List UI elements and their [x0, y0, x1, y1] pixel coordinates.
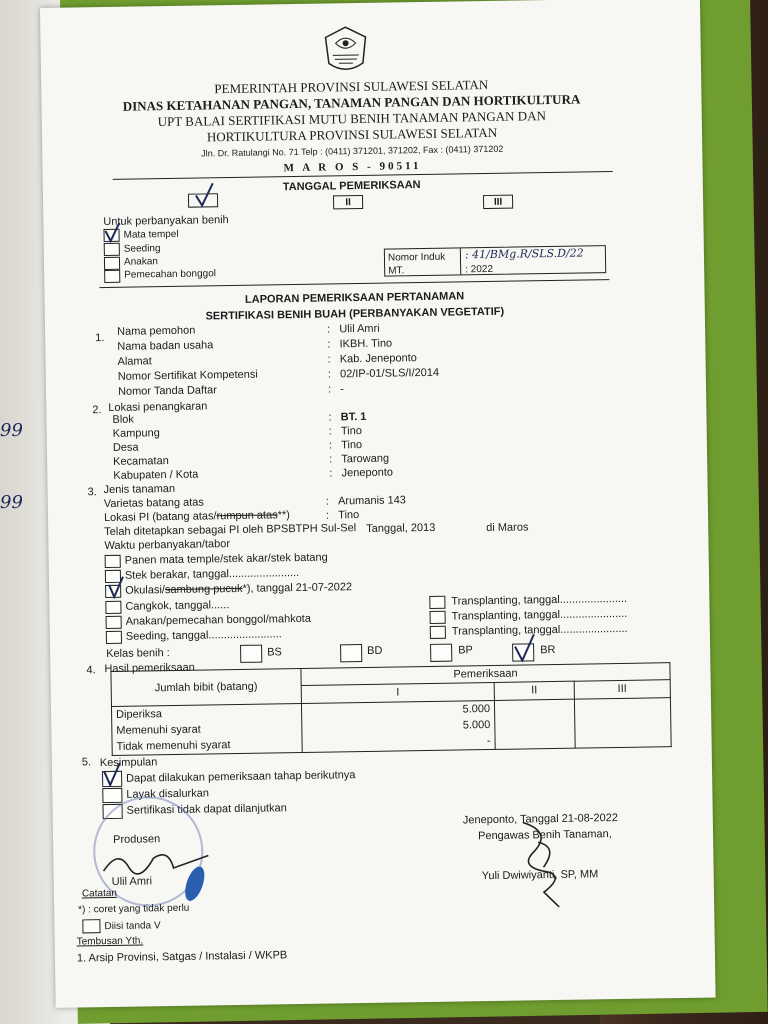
- checkbox-kelas-bd[interactable]: [340, 644, 362, 662]
- applicant-field-text: Ulil Amri: [339, 322, 380, 336]
- results-table: [110, 662, 671, 756]
- lokasi-label-b: **): [277, 509, 290, 522]
- varietas-label: Varietas batang atas: [103, 496, 204, 511]
- applicant-field-value: [328, 366, 440, 382]
- certificate-document: [40, 0, 716, 1008]
- row-memenuhi-v1: 5.000: [302, 717, 495, 736]
- option-seeding: Seeding: [123, 243, 161, 255]
- applicant-field-text: IKBH. Tino: [339, 337, 393, 351]
- applicant-field-colon: :: [327, 338, 340, 351]
- checkbox-kelas-bs[interactable]: [240, 645, 262, 663]
- option-pemecahan-bonggol: Pemecahan bonggol: [124, 268, 217, 281]
- dapat-dilakukan-check-icon: [102, 761, 122, 787]
- phase-1-check-icon: [193, 181, 217, 209]
- lokasi-text: Tino: [338, 509, 360, 522]
- option-transplanting-1: Transplanting, tanggal......................: [451, 592, 628, 608]
- mata-tempel-check-icon: [103, 221, 121, 243]
- applicant-field-label: Nama pemohon: [117, 324, 196, 338]
- row-label-tidak: Tidak memenuhi syarat: [112, 736, 302, 756]
- option-seeding-tanggal: Seeding, tanggal........................: [125, 628, 282, 643]
- checkbox-transplanting-3[interactable]: [430, 626, 446, 639]
- applicant-field-label: Alamat: [117, 355, 152, 368]
- checkbox-anakan[interactable]: [104, 257, 120, 270]
- mt-label: MT.: [388, 265, 405, 277]
- phase-box-2[interactable]: [333, 195, 363, 209]
- option-stek: Stek berakar, tanggal.......................: [124, 566, 300, 582]
- header-upt: [102, 107, 602, 147]
- mt-value: : 2022: [465, 263, 494, 276]
- kelas-br: BR: [540, 643, 556, 657]
- option-tidak-dilanjutkan: Sertifikasi tidak dapat dilanjutkan: [126, 802, 287, 817]
- location-field-label: Kecamatan: [113, 455, 169, 468]
- location-field-label: Desa: [112, 441, 139, 454]
- option-anakan-bonggol: Anakan/pemecahan bonggol/mahkota: [125, 612, 312, 628]
- location-field-colon: :: [329, 453, 342, 466]
- okulasi-b: *), tanggal 21-07-2022: [242, 581, 353, 595]
- location-field-text: Tino: [340, 424, 363, 438]
- producer-name: Ulil Amri: [111, 875, 153, 888]
- checkbox-seeding-tanggal[interactable]: [106, 631, 122, 644]
- lokasi-label-strike: rumpun atas: [216, 509, 278, 523]
- nomor-induk-text: 41/BMg.R/SLS.D/22: [472, 246, 584, 262]
- phase-label-3: III: [493, 196, 503, 208]
- lokasi-value: : Tino: [325, 509, 360, 522]
- section4-title: Hasil pemeriksaan: [104, 661, 195, 676]
- nomor-induk-label: Nomor Induk: [387, 251, 446, 264]
- signature-name: Yuli Dwiwiyanti, SP, MM: [481, 868, 599, 883]
- location-field-label: Kabupaten / Kota: [113, 468, 199, 482]
- location-field-value: [328, 410, 366, 425]
- applicant-field-label: Nama badan usaha: [117, 339, 214, 353]
- kelas-bp: BP: [458, 644, 473, 657]
- option-okulasi: [125, 580, 352, 598]
- section1-number: 1.: [95, 332, 105, 345]
- report-title-1: LAPORAN PEMERIKSAAN PERTANAMAN: [244, 290, 465, 306]
- row-label-diperiksa: Diperiksa: [111, 703, 301, 723]
- report-title-2: SERTIFIKASI BENIH BUAH (PERBANYAKAN VEGETATIF): [205, 305, 505, 323]
- applicant-field-colon: :: [327, 383, 341, 396]
- kelas-bd: BD: [367, 644, 383, 657]
- row-memenuhi-v3: [575, 714, 671, 732]
- kelas-label: Kelas benih :: [106, 647, 170, 661]
- option-anakan: Anakan: [123, 256, 159, 268]
- option-dapat-dilakukan: Dapat dilakukan pemeriksaan tahap berikutnya: [126, 769, 356, 785]
- col-jumlah-bibit: Jumlah bibit (batang): [111, 668, 302, 706]
- row-diperiksa-v1: 5.000: [301, 700, 494, 720]
- checkbox-cangkok[interactable]: [105, 601, 121, 614]
- section2-title: Lokasi penangkaran: [108, 400, 208, 414]
- section2-number: 2.: [92, 404, 102, 417]
- producer-label: Produsen: [112, 833, 161, 846]
- checkbox-layak[interactable]: [102, 788, 122, 803]
- option-transplanting-2: Transplanting, tanggal......................: [451, 607, 628, 623]
- applicant-field-value: [327, 322, 380, 337]
- nomor-induk-value: : 41/BMg.R/SLS.D/22: [464, 246, 584, 262]
- applicant-field-colon: :: [327, 368, 341, 381]
- signature-role: Pengawas Benih Tanaman,: [477, 828, 612, 843]
- notes-tembusan: Tembusan Yth.: [76, 935, 144, 948]
- margin-mark-2: 99: [0, 492, 23, 513]
- checkbox-anakan-bonggol[interactable]: [106, 616, 122, 629]
- row-memenuhi-v2: [495, 716, 575, 734]
- lokasi-label-a: Lokasi PI (batang atas/: [103, 510, 217, 525]
- mt-text: 2022: [470, 263, 494, 276]
- checkbox-transplanting-2[interactable]: [430, 611, 446, 624]
- okulasi-a: Okulasi/: [125, 584, 166, 597]
- header-city: M A R O S - 90511: [283, 160, 422, 175]
- location-field-colon: :: [328, 411, 341, 424]
- location-field-label: Blok: [112, 413, 134, 426]
- location-field-text: BT. 1: [340, 410, 367, 424]
- section3-title: Jenis tanaman: [103, 482, 176, 497]
- checkbox-seeding[interactable]: [104, 243, 120, 256]
- location-field-colon: :: [328, 425, 342, 438]
- header-agency: DINAS KETAHANAN PANGAN, TANAMAN PANGAN DAN HORTIKULTURA: [122, 91, 581, 114]
- applicant-field-text: Kab. Jeneponto: [339, 352, 417, 366]
- margin-mark-1: 99: [0, 420, 23, 441]
- registry-divider: [460, 248, 461, 274]
- notes-coret: *) : coret yang tidak perlu: [78, 902, 190, 916]
- phase-label-2: II: [345, 197, 351, 209]
- location-field-label: Kampung: [112, 427, 160, 440]
- row-tidak-v3: [575, 730, 671, 748]
- waktu-title: Waktu perbanyakan/tabor: [104, 538, 231, 553]
- applicant-field-text: -: [340, 383, 345, 396]
- provincial-emblem-icon: [320, 25, 371, 78]
- option-panen: Panen mata temple/stek akar/stek batang: [124, 551, 328, 567]
- varietas-text: Arumanis 143: [337, 494, 406, 508]
- applicant-field-value: [327, 351, 417, 367]
- ditetapkan-text: Telah ditetapkan sebagai PI oleh BPSBTPH Sul-Sel: [104, 522, 357, 539]
- row-label-memenuhi: Memenuhi syarat: [112, 720, 302, 739]
- registry-box: [384, 245, 606, 276]
- option-mata-tempel: Mata tempel: [123, 228, 179, 241]
- location-field-text: Tarowang: [341, 452, 390, 466]
- col-pemeriksaan: Pemeriksaan: [301, 663, 670, 686]
- header-government: PEMERINTAH PROVINSI SULAWESI SELATAN: [214, 76, 489, 97]
- inspection-title: TANGGAL PEMERIKSAAN: [282, 179, 421, 194]
- ditetapkan-tanggal: Tanggal, 2013: [366, 521, 436, 535]
- option-layak: Layak disalurkan: [126, 787, 210, 801]
- applicant-field-label: Nomor Tanda Daftar: [117, 384, 217, 398]
- section3-number: 3.: [87, 486, 97, 499]
- checkbox-pemecahan-bonggol[interactable]: [104, 270, 120, 283]
- location-field-colon: :: [329, 467, 342, 480]
- header-upt-line2: HORTIKULTURA PROVINSI SULAWESI SELATAN: [206, 125, 498, 145]
- kelas-br-check-icon: [512, 632, 536, 662]
- applicant-field-label: Nomor Sertifikat Kompetensi: [117, 368, 258, 383]
- col-phase-1: I: [301, 683, 494, 703]
- header-upt-line1: UPT BALAI SERTIFIKASI MUTU BENIH TANAMAN PANGAN DAN: [157, 108, 547, 130]
- location-field-value: [329, 438, 362, 453]
- checkbox-transplanting-1[interactable]: [429, 596, 445, 609]
- checkbox-kelas-bp[interactable]: [430, 644, 452, 662]
- section5-number: 5.: [81, 756, 92, 769]
- okulasi-check-icon: [107, 575, 125, 599]
- option-transplanting-3: Transplanting, tanggal......................: [451, 622, 628, 638]
- location-field-text: Tino: [341, 438, 363, 452]
- col-phase-2: II: [494, 681, 574, 700]
- ditetapkan-di: di Maros: [486, 521, 529, 535]
- row-diperiksa-v2: [494, 699, 574, 717]
- kelas-bs: BS: [267, 646, 282, 659]
- okulasi-strike: sambung pucuk: [164, 582, 243, 597]
- section4-number: 4.: [86, 664, 96, 677]
- col-phase-3: III: [574, 680, 670, 699]
- officer-signature-icon: [513, 812, 575, 913]
- legend-checkbox: [82, 919, 100, 933]
- notes-diisi: Diisi tanda V: [104, 920, 161, 933]
- varietas-value: : Arumanis 143: [325, 494, 406, 508]
- applicant-field-text: 02/IP-01/SLS/I/2014: [339, 366, 440, 381]
- row-tidak-v1: -: [302, 733, 495, 753]
- propagation-title: Untuk perbanyakan benih: [103, 214, 229, 229]
- header-address: Jln. Dr. Ratulangi No. 71 Telp : (0411) 371201, 371202, Fax : (0411) 371202: [201, 143, 504, 159]
- section5-title: Kesimpulan: [99, 756, 158, 770]
- signature-date: Jeneponto, Tanggal 21-08-2022: [462, 812, 619, 827]
- applicant-field-value: [327, 337, 392, 352]
- applicant-field-value: [328, 382, 344, 397]
- location-field-value: [329, 424, 362, 439]
- row-diperiksa-v3: [574, 697, 670, 715]
- phase-box-3[interactable]: [483, 195, 513, 209]
- location-field-text: Jeneponto: [341, 466, 394, 480]
- applicant-field-colon: :: [327, 353, 340, 366]
- location-field-colon: :: [328, 439, 342, 452]
- applicant-field-colon: :: [326, 323, 340, 336]
- option-cangkok: Cangkok, tanggal......: [125, 599, 230, 613]
- notes-arsip: 1. Arsip Provinsi, Satgas / Instalasi / WKPB: [76, 949, 288, 965]
- notes-catatan: Catatan: [81, 887, 118, 900]
- location-field-value: [329, 466, 393, 481]
- location-field-value: [329, 452, 389, 467]
- checkbox-panen[interactable]: [105, 555, 121, 568]
- row-tidak-v2: [495, 732, 575, 750]
